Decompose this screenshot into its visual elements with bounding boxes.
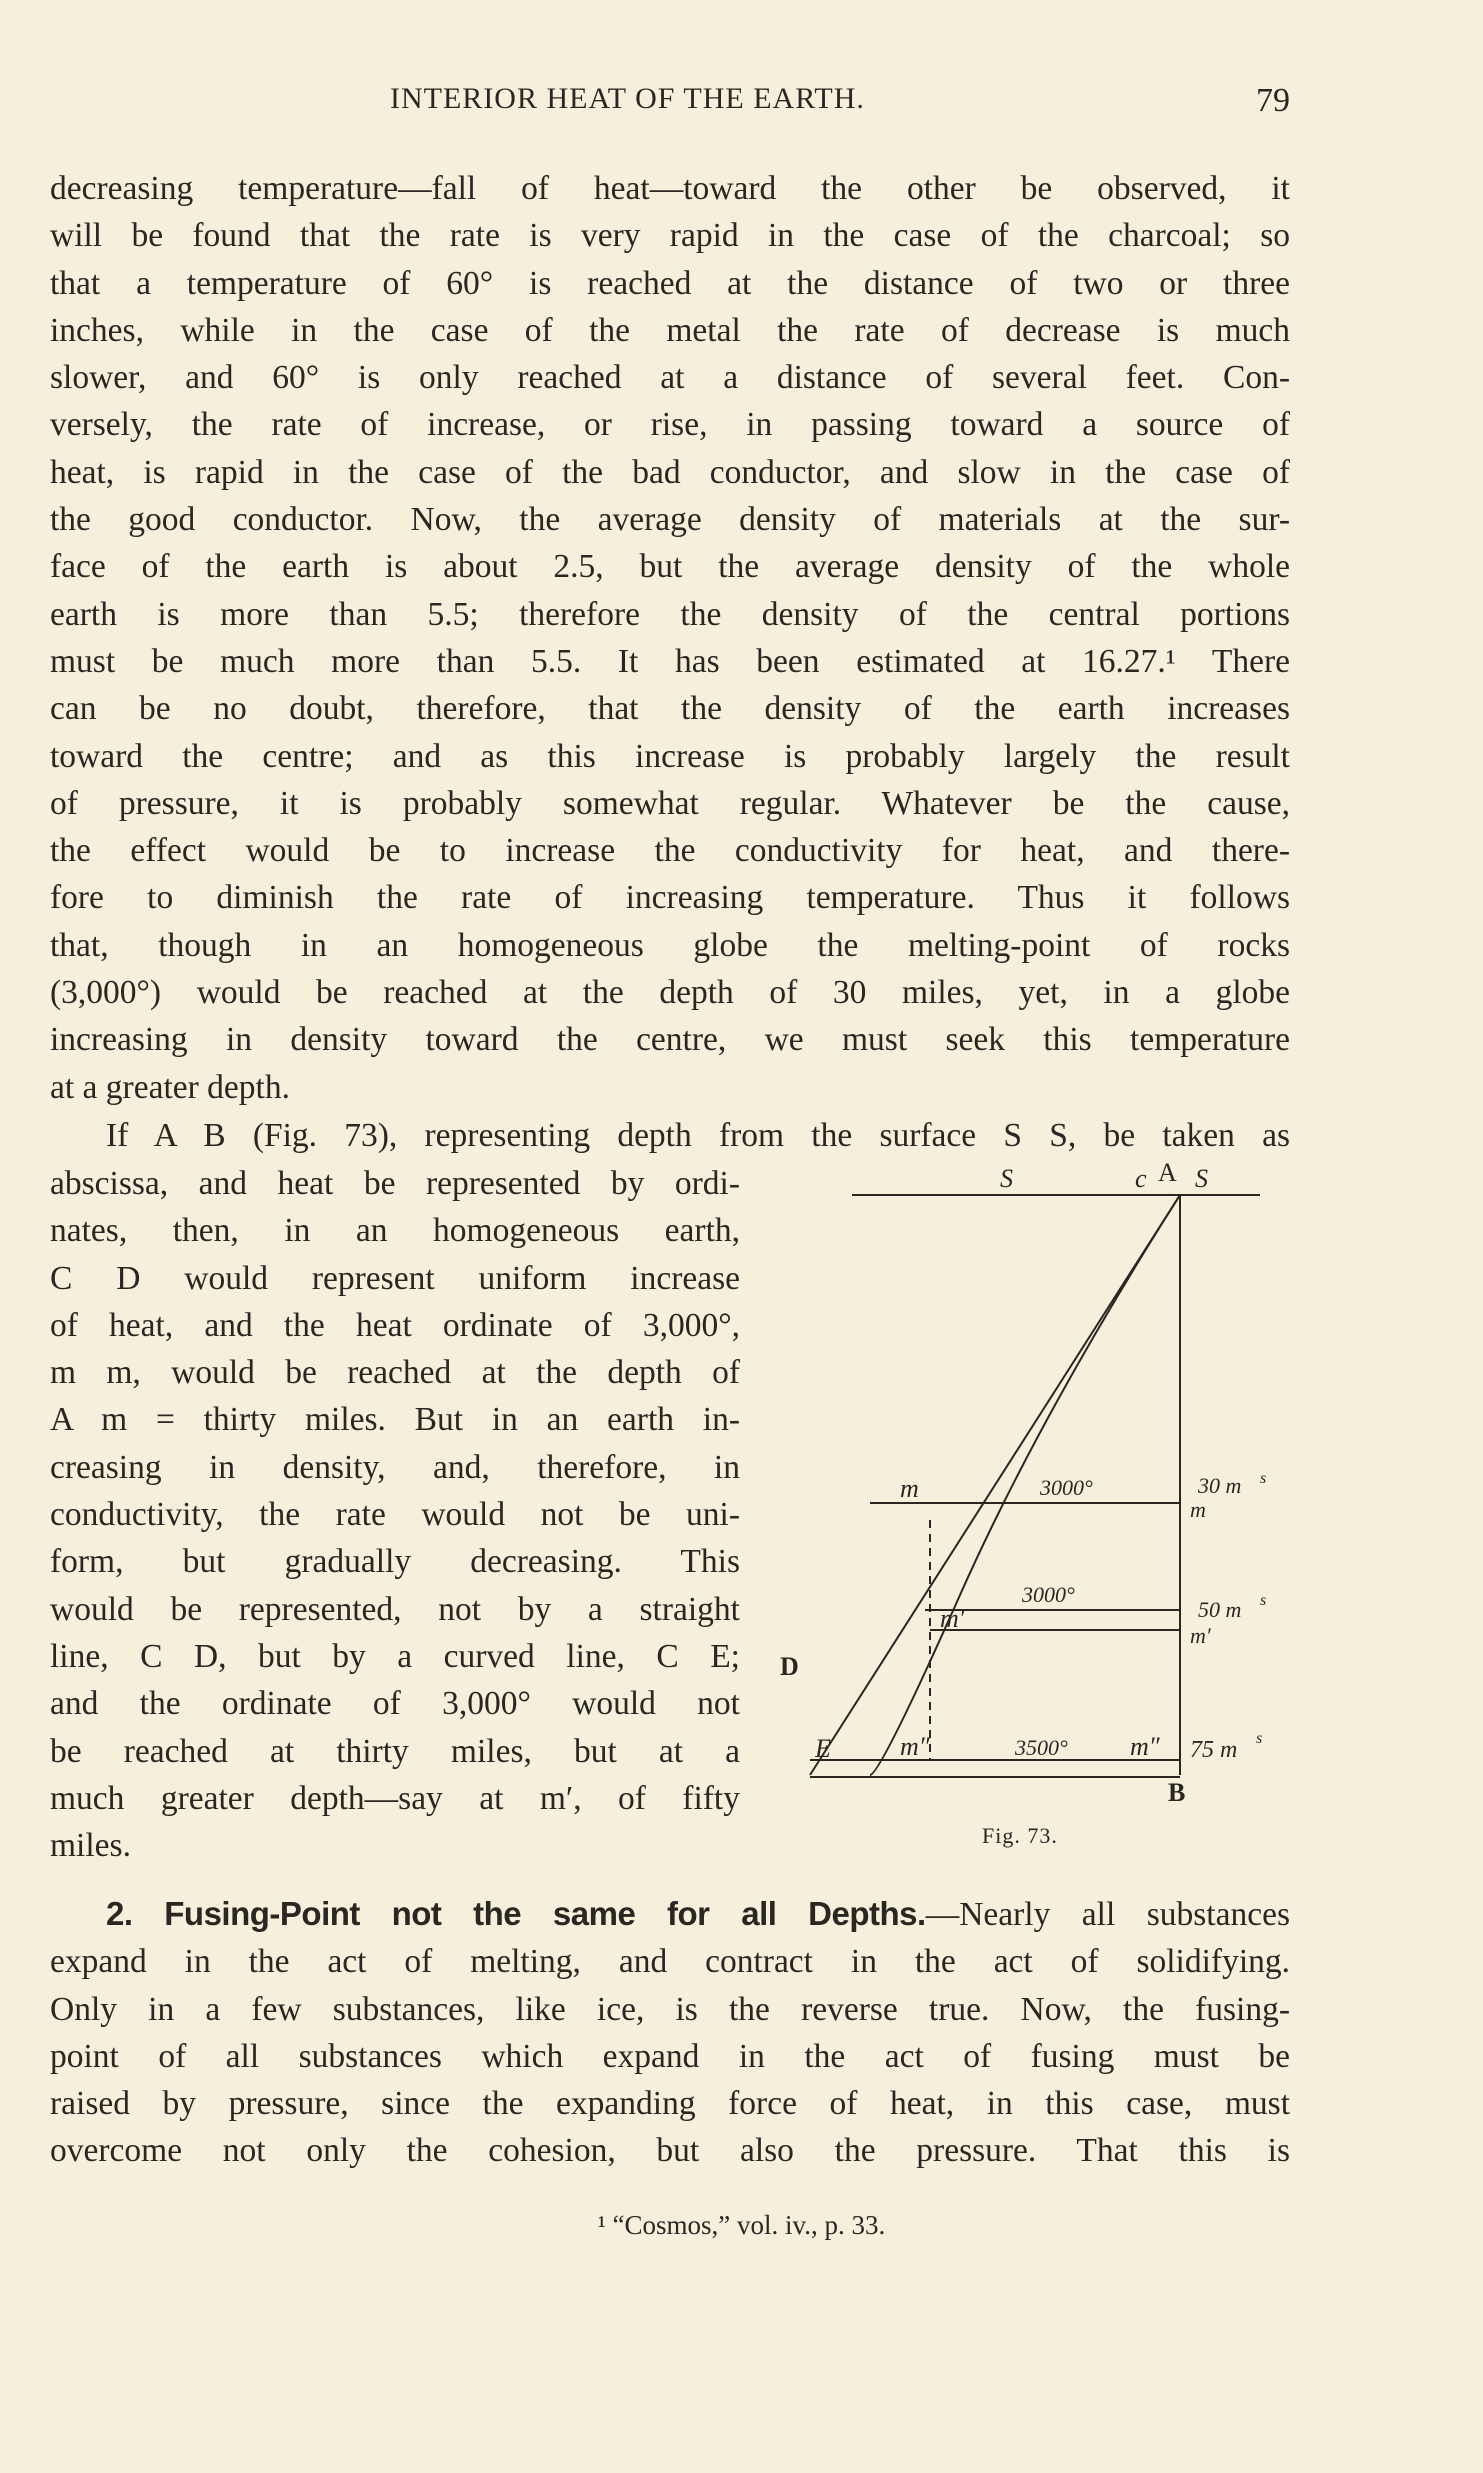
text-line: line, C D, but by a curved line, C E; (50, 1637, 740, 1675)
text-line: m m, would be reached at the depth of (50, 1354, 740, 1392)
label-d: D (780, 1652, 799, 1681)
paragraph-section-2 (50, 1890, 1290, 2175)
text-line: that a temperature of 60° is reached at the distance of two or three (50, 264, 1290, 302)
label-c: c (1135, 1164, 1147, 1193)
label-50m-sup: s (1260, 1592, 1267, 1609)
label-m2: m′ (940, 1604, 965, 1633)
page-number: 79 (1256, 82, 1290, 119)
text-line: toward the centre; and as this increase is probably largely the result (50, 737, 1290, 775)
label-3000-1: 3000° (1040, 1475, 1093, 1500)
label-s-left: S (1000, 1164, 1013, 1193)
label-30m-sup: s (1260, 1470, 1267, 1487)
text-line: Only in a few substances, like ice, is the reverse true. Now, the fusing- (50, 1990, 1290, 2028)
text-line: If A B (Fig. 73), representing depth from the surface S S, be taken as (106, 1117, 1290, 1154)
paragraph-figure-intro (50, 1112, 1290, 1159)
label-75m-sup: s (1256, 1730, 1263, 1747)
figure-caption: Fig. 73. (982, 1823, 1058, 1848)
label-3000-2: 3000° (1022, 1582, 1075, 1607)
text-line: expand in the act of melting, and contract in the act of solidifying. (50, 1943, 1290, 1981)
text-line: the effect would be to increase the conductivity for heat, and there- (50, 832, 1290, 870)
label-s-right: S (1195, 1164, 1208, 1193)
text-line: slower, and 60° is only reached at a distance of several feet. Con- (50, 359, 1290, 397)
text-line: would be represented, not by a straight (50, 1590, 740, 1628)
label-50m: 50 m (1198, 1597, 1242, 1622)
text-line: increasing in density toward the centre, we must seek this temperature (50, 1021, 1290, 1059)
text-line: overcome not only the cohesion, but also the pressure. That this is (50, 2132, 1290, 2170)
text-line: creasing in density, and, therefore, in (50, 1448, 740, 1486)
text-line: nates, then, in an homogeneous earth, (50, 1212, 740, 1250)
label-3500: 3500° (1015, 1735, 1068, 1760)
text-line: and the ordinate of 3,000° would not (50, 1685, 740, 1723)
text-line: inches, while in the case of the metal the rate of decrease is much (50, 311, 1290, 349)
text-line: C D would represent uniform increase (50, 1259, 740, 1297)
label-75m: 75 m (1190, 1737, 1238, 1763)
footnote: ¹ “Cosmos,” vol. iv., p. 33. (597, 2210, 886, 2240)
text-line: must be much more than 5.5. It has been estimated at 16.27.¹ There (50, 642, 1290, 680)
text-line: miles. (50, 1827, 131, 1865)
text-line: raised by pressure, since the expanding force of heat, in this case, must (50, 2085, 1290, 2123)
text-line: versely, the rate of increase, or rise, in passing toward a source of (50, 406, 1290, 444)
text-line: that, though in an homogeneous globe the melting-point of rocks (50, 926, 1290, 964)
text-line: of pressure, it is probably somewhat regular. Whatever be the cause, (50, 784, 1290, 822)
text-line (50, 1890, 1290, 1938)
paragraph-figure-wrap (50, 1160, 740, 1869)
label-30m-sub: m (1190, 1497, 1206, 1522)
text-line: form, but gradually decreasing. This (50, 1543, 740, 1581)
text-line: A m = thirty miles. But in an earth in- (50, 1401, 740, 1439)
label-30m: 30 m (1198, 1473, 1242, 1498)
text-line: abscissa, and heat be represented by ordi- (50, 1165, 740, 1202)
text-line: at a greater depth. (50, 1068, 290, 1106)
label-50m-sub: m′ (1190, 1623, 1211, 1648)
text-line: can be no doubt, therefore, that the density of the earth increases (50, 690, 1290, 728)
text-line: face of the earth is about 2.5, but the average density of the whole (50, 548, 1290, 586)
text-line: fore to diminish the rate of increasing temperature. Thus it follows (50, 879, 1290, 917)
label-m4: m″ (1130, 1732, 1160, 1761)
text-line: point of all substances which expand in the act of fusing must be (50, 2037, 1290, 2075)
text-line: will be found that the rate is very rapid in the case of the charcoal; so (50, 217, 1290, 255)
page-header (50, 82, 1290, 132)
section-text: —Nearly all substances (925, 1896, 1290, 1933)
figure-73 (760, 1158, 1300, 1855)
figure-73-diagram (760, 1158, 1300, 1855)
label-e: E (815, 1734, 831, 1763)
text-line: (3,000°) would be reached at the depth of 30 miles, yet, in a globe (50, 974, 1290, 1012)
text-line: be reached at thirty miles, but at a (50, 1732, 740, 1770)
label-m1: m (900, 1474, 919, 1503)
text-line: decreasing temperature—fall of heat—toward the other be observed, it (50, 170, 1290, 207)
text-line: of heat, and the heat ordinate of 3,000°, (50, 1306, 740, 1344)
running-head: INTERIOR HEAT OF THE EARTH. (390, 82, 865, 115)
text-line: much greater depth—say at m′, of fifty (50, 1779, 740, 1817)
text-line: earth is more than 5.5; therefore the density of the central portions (50, 595, 1290, 633)
label-a: A (1158, 1158, 1177, 1187)
paragraph-density (50, 165, 1290, 1111)
text-line: heat, is rapid in the case of the bad conductor, and slow in the case of (50, 453, 1290, 491)
label-m3: m″ (900, 1732, 930, 1761)
text-line: conductivity, the rate would not be uni- (50, 1496, 740, 1534)
section-title: 2. Fusing-Point not the same for all Depths. (106, 1895, 926, 1932)
text-line: the good conductor. Now, the average density of materials at the sur- (50, 501, 1290, 539)
label-b: B (1168, 1778, 1186, 1807)
